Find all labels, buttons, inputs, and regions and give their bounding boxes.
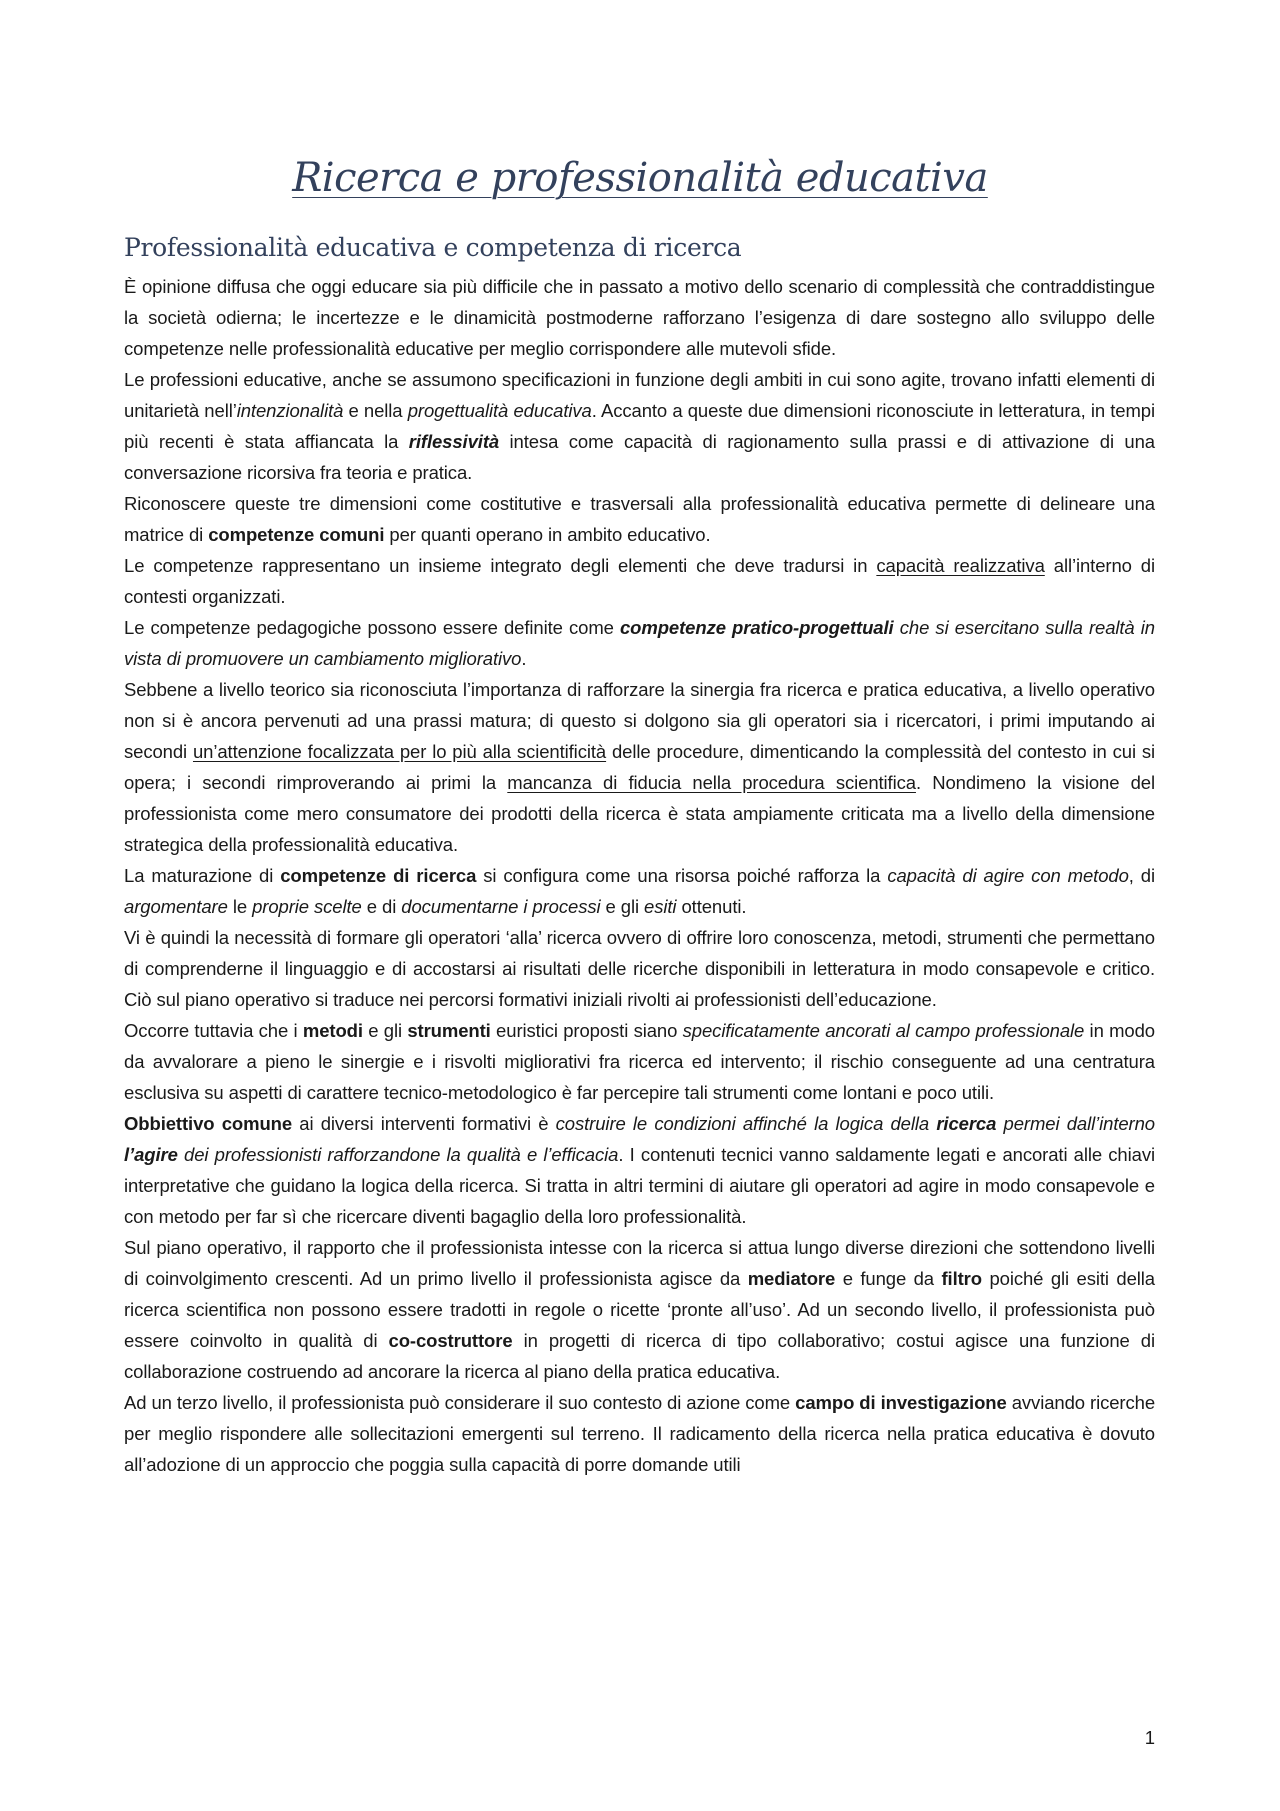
text-run: un’attenzione focalizzata per lo più alla scientificità <box>192 741 607 762</box>
page-title: Ricerca e professionalità educativa <box>292 155 988 201</box>
text-run: strumenti <box>407 1020 491 1041</box>
text-run: Ad un terzo livello, il professionista può considerare il suo contesto di azione come <box>124 1392 796 1413</box>
text-run: competenze comuni <box>208 524 385 545</box>
text-run: intenzionalità <box>236 400 344 421</box>
text-run: riflessività <box>408 431 500 452</box>
text-run: in progetti di ricerca di tipo collaborativo; costui agisce una funzione di collaborazione costruendo ad ancorare la ricerca al piano della pratica educativa. <box>124 1330 1155 1382</box>
text-run: poiché gli esiti della ricerca scientifica non possono essere tradotti in regole o ricette ‘pronte all’uso’. Ad un secondo livello, il professionista può essere coinvolto in qualità di <box>124 1268 1155 1351</box>
text-run: delle procedure, dimenticando la complessità del contesto in cui si opera; i secondi rimproverando ai primi la <box>124 741 1156 793</box>
text-run: Sebbene a livello teorico sia riconosciuta l’importanza di rafforzare la sinergia fra ricerca e pratica educativa, a livello operativo non si è ancora pervenuti ad una prassi matura; di questo si dolgono sia gli operatori sia i ricercatori, i primi imputando ai secondi <box>124 679 1155 762</box>
text-run: campo di investigazione <box>795 1392 1007 1413</box>
text-run: specificatamente ancorati al campo professionale <box>682 1020 1085 1041</box>
text-run: , di <box>1128 865 1155 886</box>
text-run: in modo da avvalorare a pieno le sinergie e i risvolti migliorativi fra ricerca ed intervento; il rischio conseguente ad una centratura esclusiva su aspetti di carattere tecnico-metodologico è far percepire tali strumenti come lontani e poco utili. <box>124 1020 1155 1103</box>
text-run: intesa come capacità di ragionamento sulla prassi e di attivazione di una conversazione ricorsiva fra teoria e pratica. <box>124 431 1155 483</box>
paragraph <box>124 1232 1155 1387</box>
text-run: e gli <box>362 1020 408 1041</box>
text-run: È opinione diffusa che oggi educare sia più difficile che in passato a motivo dello scenario di complessità che contraddistingue la società odierna; le incertezze e le dinamicità postmoderne rafforzano l’esigenza di dare sostegno allo sviluppo delle competenze nelle professionalità educative per meglio corrispondere alle mutevoli sfide. <box>124 276 1155 359</box>
text-run: che si esercitano sulla realtà in vista di promuovere un cambiamento migliorativo <box>124 617 1155 669</box>
text-run: . <box>521 648 527 669</box>
text-run: . Nondimeno la visione del professionista come mero consumatore dei prodotti della ricerca è stata ampiamente criticata ma a livello della dimensione strategica della professionalità educativa. <box>124 772 1155 855</box>
text-run: e nella <box>343 400 408 421</box>
text-run: competenze pratico-progettuali <box>619 617 894 638</box>
text-run: capacità di agire con metodo <box>887 865 1129 886</box>
text-run: co-costruttore <box>388 1330 513 1351</box>
text-run: . I contenuti tecnici vanno saldamente legati e ancorati alle chiavi interpretative che guidano la logica della ricerca. Si tratta in altri termini di aiutare gli operatori ad agire in modo consapevole e con metodo per far sì che ricercare diventi bagaglio della loro professionalità. <box>124 1144 1155 1227</box>
paragraph <box>124 674 1155 860</box>
text-run: Occorre tuttavia che i <box>124 1020 303 1041</box>
text-run: e di <box>361 896 402 917</box>
text-run: l’agire <box>124 1144 178 1165</box>
text-run: . Accanto a queste due dimensioni riconosciute in letteratura, in tempi più recenti è stata affiancata la <box>124 400 1155 452</box>
text-run: Le professioni educative, anche se assumono specificazioni in funzione degli ambiti in cui sono agite, trovano infatti elementi di unitarietà nell’ <box>124 369 1155 421</box>
text-run: dei professionisti rafforzandone la qualità e l’efficacia <box>177 1144 619 1165</box>
text-run: Sul piano operativo, il rapporto che il professionista intesse con la ricerca si attua lungo diverse direzioni che sottendono livelli di coinvolgimento crescenti. Ad un primo livello il professionista agisce da <box>124 1237 1155 1289</box>
text-run: le <box>227 896 253 917</box>
text-run: Le competenze pedagogiche possono essere definite come <box>124 617 620 638</box>
text-run: mancanza di fiducia nella procedura scientifica <box>507 772 916 793</box>
text-run: filtro <box>941 1268 982 1289</box>
paragraph <box>124 550 1155 612</box>
text-run: ai diversi interventi formativi è <box>292 1113 556 1134</box>
text-run: La maturazione di <box>124 865 281 886</box>
text-run: capacità realizzativa <box>876 555 1045 576</box>
text-run: permei dall’interno <box>996 1113 1155 1134</box>
text-run: argomentare <box>124 896 228 917</box>
text-run: documentarne i processi <box>401 896 601 917</box>
paragraph <box>124 922 1155 1015</box>
text-run: all’interno di contesti organizzati. <box>124 555 1156 607</box>
text-run: ricerca <box>936 1113 997 1134</box>
paragraph <box>124 1108 1155 1232</box>
text-run: avviando ricerche per meglio rispondere alle sollecitazioni emergenti sul terreno. Il radicamento della ricerca nella pratica educativa è dovuto all’adozione di un approccio che poggia sulla capacità di porre domande utili <box>124 1392 1156 1475</box>
paragraph <box>124 364 1155 488</box>
text-run: proprie scelte <box>252 896 362 917</box>
text-run: metodi <box>302 1020 363 1041</box>
paragraph <box>124 488 1155 550</box>
text-run: e gli <box>600 896 645 917</box>
paragraph <box>124 1387 1155 1480</box>
body-text <box>124 271 1155 1480</box>
text-run: Le competenze rappresentano un insieme integrato degli elementi che deve tradursi in <box>124 555 877 576</box>
text-run: esiti <box>644 896 677 917</box>
text-run: si configura come una risorsa poiché rafforza la <box>476 865 888 886</box>
text-run: ottenuti. <box>676 896 747 917</box>
text-run: costruire le condizioni affinché la logica della <box>555 1113 937 1134</box>
text-run: e funge da <box>835 1268 942 1289</box>
text-run: competenze di ricerca <box>280 865 477 886</box>
paragraph <box>124 860 1155 922</box>
text-run: per quanti operano in ambito educativo. <box>384 524 711 545</box>
text-run: mediatore <box>747 1268 836 1289</box>
page-number: 1 <box>1144 1727 1155 1748</box>
text-run: Obbiettivo comune <box>124 1113 293 1134</box>
paragraph <box>124 612 1155 674</box>
text-run: Vi è quindi la necessità di formare gli operatori ‘alla’ ricerca ovvero di offrire loro conoscenza, metodi, strumenti che permettano di comprenderne il linguaggio e di accostarsi ai risultati delle ricerche disponibili in letteratura in modo consapevole e critico. Ciò sul piano operativo si traduce nei percorsi formativi iniziali rivolti ai professionisti dell’educazione. <box>124 927 1155 1010</box>
section-heading: Professionalità educativa e competenza di ricerca <box>124 233 742 262</box>
paragraph <box>124 271 1155 364</box>
text-run: progettualità educativa <box>407 400 592 421</box>
text-run: euristici proposti siano <box>490 1020 683 1041</box>
text-run: Riconoscere queste tre dimensioni come costitutive e trasversali alla professionalità educativa permette di delineare una matrice di <box>124 493 1155 545</box>
paragraph <box>124 1015 1155 1108</box>
